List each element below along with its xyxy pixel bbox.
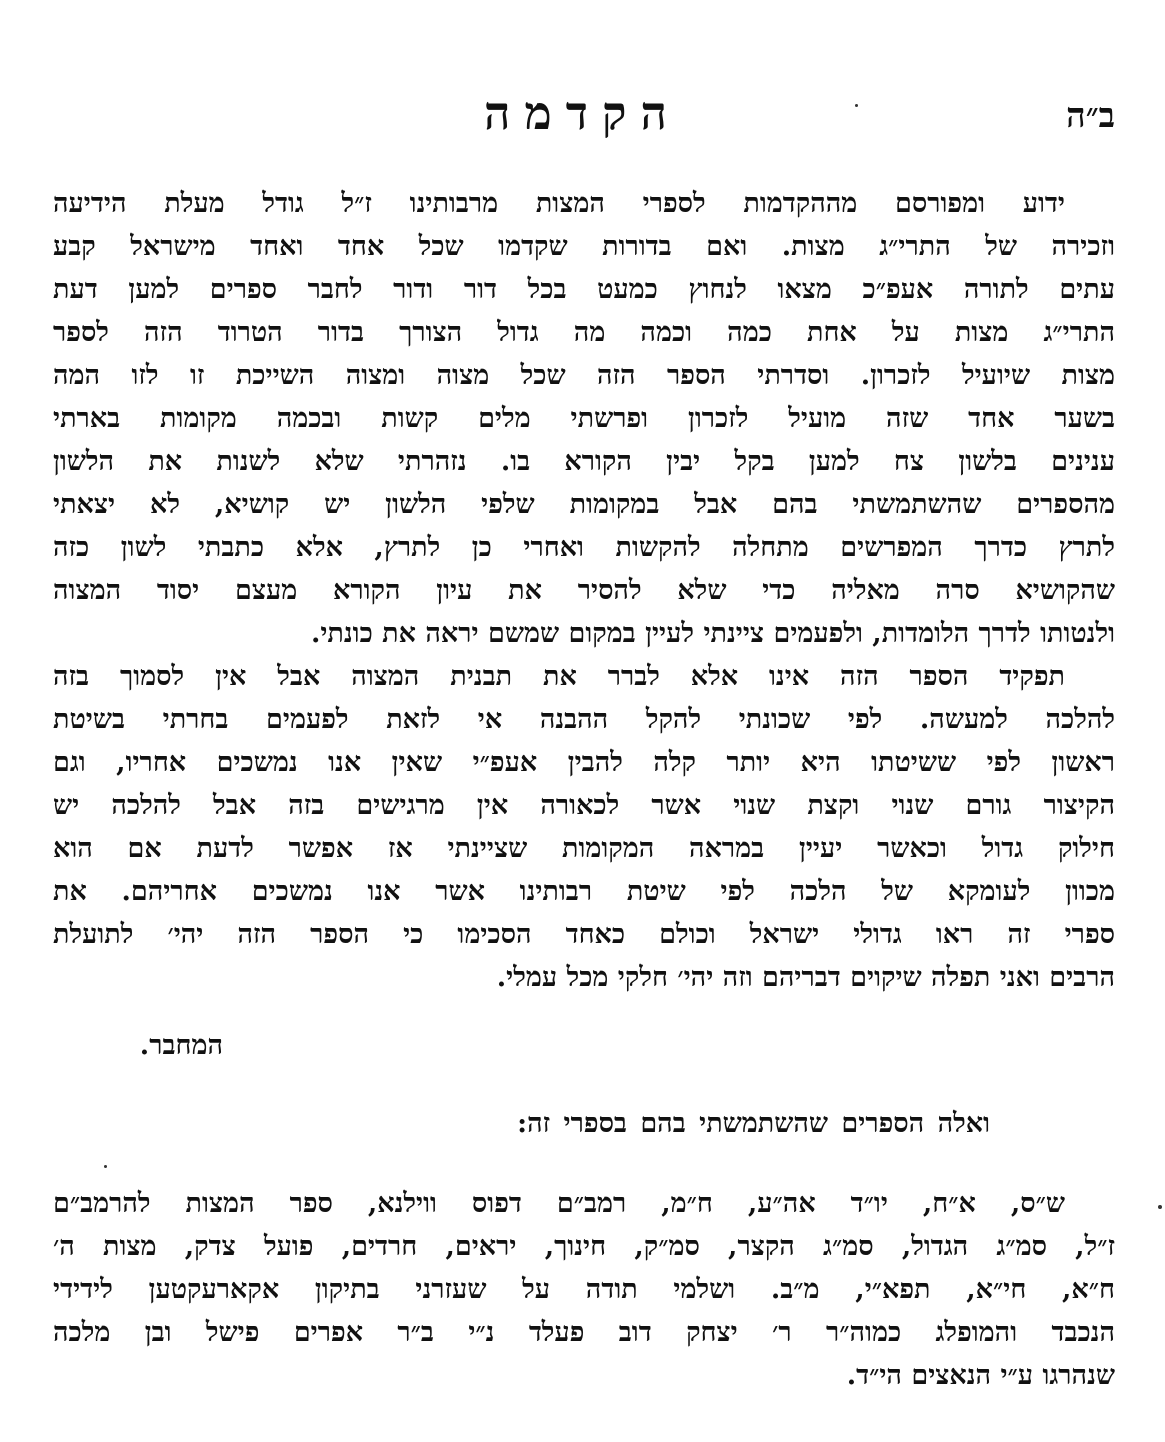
author-signature: המחבר. <box>139 1030 223 1061</box>
intro-line: ולנטותו לדרך הלומדות, ולפעמים ציינתי לעיין במקום שמשם יראה את כונתי. <box>310 618 1115 649</box>
intro-line: להלכה למעשה. לפי שכונתי להקל ההבנה אי לזאת לפעמים בחרתי בשיטת <box>53 704 1115 735</box>
intro-line: חילוק גדול וכאשר יעיין במראה המקומות שציינתי אז אפשר לדעת אם הוא <box>53 833 1115 864</box>
intro-line: ענינים בלשון צח למען בקל יבין הקורא בו. נזהרתי שלא לשנות את הלשון <box>53 446 1115 477</box>
sources-line: ח״א, חי״א, תפא״י, מ״ב. ושלמי תודה על שעזרני בתיקון אקארעקטען לידידי <box>53 1274 1115 1305</box>
sources-line: שנהרגו ע״י הנאצים הי״ד. <box>846 1360 1115 1391</box>
intro-line: בשער אחד שזה מועיל לזכרון ופרשתי מלים קשות ובכמה מקומות בארתי <box>53 403 1115 434</box>
intro-line: תפקיד הספר הזה אינו אלא לברר את תבנית המצוה אבל אין לסמוך בזה <box>53 661 1065 692</box>
sources-line: הנכבד והמופלג כמוה״ר ר׳ יצחק דוב פעלד נ״י ב״ר אפרים פישל ובן מלכה <box>53 1317 1115 1348</box>
scan-speck <box>104 1165 107 1168</box>
intro-line: הקיצור גורם שנוי וקצת שנוי אשר לכאורה אין מרגישים בזה אבל להלכה יש <box>53 790 1115 821</box>
page-title: הקדמה <box>484 86 681 140</box>
scan-speck <box>1158 1205 1162 1209</box>
intro-line: מצות שיועיל לזכרון. וסדרתי הספר הזה שכל מצוה ומצוה השייכת זו לזו המה <box>53 360 1115 391</box>
intro-line: וזכירה של התרי״ג מצות. ואם בדורות שקדמו שכל אחד ואחד מישראל קבע <box>53 231 1115 262</box>
intro-line: עתים לתורה אעפ״כ מצאו לנחוץ כמעט בכל דור ודור לחבר ספרים למען דעת <box>53 274 1115 305</box>
corner-mark: ב״ה <box>1066 96 1115 136</box>
sources-line: ז״ל, סמ״ג הגדול, סמ״ג הקצר, סמ״ק, חינוך, יראים, חרדים, פועל צדק, מצות ה׳ <box>53 1231 1115 1262</box>
intro-line: לתרץ כדרך המפרשים מתחלה להקשות ואחרי כן לתרץ, אלא כתבתי לשון כזה <box>53 532 1115 563</box>
intro-line: מהספרים שהשתמשתי בהם אבל במקומות שלפי הלשון יש קושיא, לא יצאתי <box>53 489 1115 520</box>
intro-line: הרבים ואני תפלה שיקוים דבריהם וזה יהי׳ חלקי מכל עמלי. <box>496 962 1115 993</box>
intro-line: התרי״ג מצות על אחת כמה וכמה מה גדול הצורך בדור הטרוד הזה לספר <box>53 317 1115 348</box>
intro-line: ספרי זה ראו גדולי ישראל וכולם כאחד הסכימו כי הספר הזה יהי׳ לתועלת <box>53 919 1115 950</box>
intro-line: ראשון לפי ששיטתו היא יותר קלה להבין אעפ״י שאין אנו נמשכים אחריו, וגם <box>53 747 1115 778</box>
intro-line: ידוע ומפורסם מההקדמות לספרי המצות מרבותינו ז״ל גודל מעלת הידיעה <box>53 188 1065 219</box>
sources-line: ש״ס, א״ח, יו״ד אה״ע, ח״מ, רמב״ם דפוס ווילנא, ספר המצות להרמב״ם <box>53 1188 1065 1219</box>
sources-heading: ואלה הספרים שהשתמשתי בהם בספרי זה: <box>517 1108 990 1139</box>
intro-line: שהקושיא סרה מאליה כדי שלא להסיר את עיון הקורא מעצם יסוד המצוה <box>53 575 1115 606</box>
intro-line: מכוון לעומקא של הלכה לפי שיטת רבותינו אשר אנו נמשכים אחריהם. את <box>53 876 1115 907</box>
scan-speck <box>855 104 858 107</box>
